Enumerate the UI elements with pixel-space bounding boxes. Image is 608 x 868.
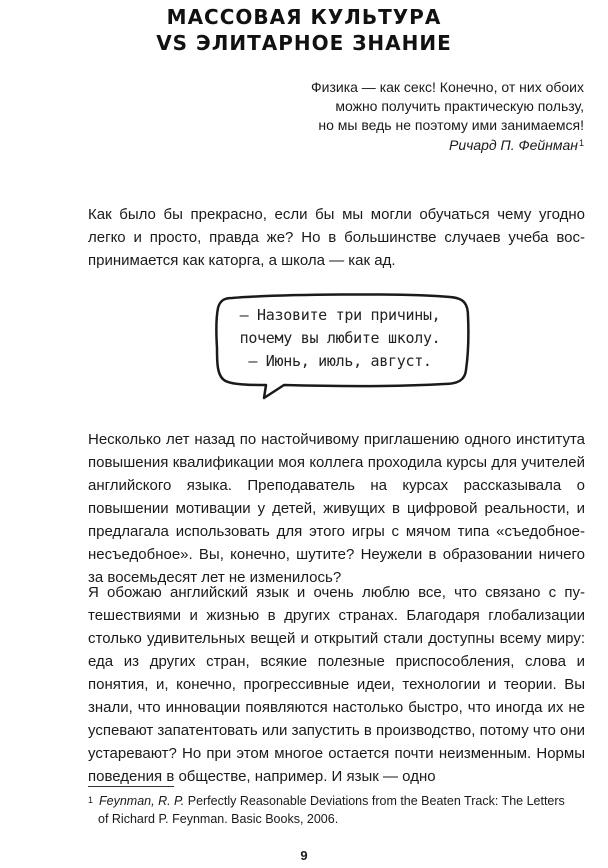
epigraph-line: можно получить практическую пользу, [335, 98, 584, 114]
body-paragraph: Как было бы прекрасно, если бы мы могли обучаться чему угодно легко и просто, правда же? Но в большинстве случаев учеба воспринимается как каторга, а школа — как ад. [88, 206, 585, 269]
footnote-author: Feynman, R. P. [99, 794, 185, 808]
footnote-number: 1 [88, 795, 94, 805]
chapter-title-line-2: VS ЭЛИТАРНОЕ ЗНАНИЕ [156, 31, 452, 55]
speech-bubble-line: – Июнь, июль, август. [248, 352, 432, 370]
chapter-title [0, 4, 608, 56]
speech-bubble-line: почему вы любите школу. [239, 329, 441, 347]
epigraph-line: Физика — как секс! Конечно, от них обоих [311, 79, 584, 95]
body-paragraph: Я обожаю английский язык и очень люблю все, что связано с путешествиями и жизнью в других странах. Благодаря глобализации столько удивительных вещей и открытий стали доступны всему миру: еда из других стран, всякие полезные приспособления, слова и понятия, и, конечно, прогрессивные идеи, технологии и теории. Вы знали, что инновации появляются настолько быстро, что иногда их не успевают запатентовать или запустить в производство, потому что они устаревают? Но при этом многое остается почти неизменным. Нормы поведения в обществе, например. И язык — одно [88, 584, 585, 785]
epigraph-author-name: Ричард П. Фейнман [448, 137, 578, 153]
speech-bubble-line: – Назовите три причины, [239, 306, 441, 324]
footnote [88, 792, 585, 828]
footnote-text: Perfectly Reasonable Deviations from the Beaten Track: The Letters [187, 794, 565, 808]
footnote-reference[interactable]: 1 [578, 138, 584, 148]
epigraph-author [300, 136, 584, 155]
footnote-continuation: of Richard P. Feynman. Basic Books, 2006. [98, 812, 339, 826]
epigraph-line: но мы ведь не поэтому ими занимаемся! [318, 117, 584, 133]
epigraph [300, 78, 584, 155]
chapter-title-line-1: МАССОВАЯ КУЛЬТУРА [166, 5, 442, 29]
body-paragraph: Несколько лет назад по настойчивому приглашению одного института повышения квалификации моя коллега проходила курсы для учителей английского языка. Преподаватель на курсах рассказывала о повышении мотивации у детей, живущих в цифровой реальности, и предлагала использовать для этого игры с мячом типа «съедобное-несъедобное». Вы, конечно, шутите? Неужели в образовании ничего за восемьдесят лет не изменилось? [88, 431, 585, 586]
speech-bubble-text [220, 304, 460, 373]
footnote-divider [88, 786, 174, 787]
page-number: 9 [300, 848, 308, 863]
